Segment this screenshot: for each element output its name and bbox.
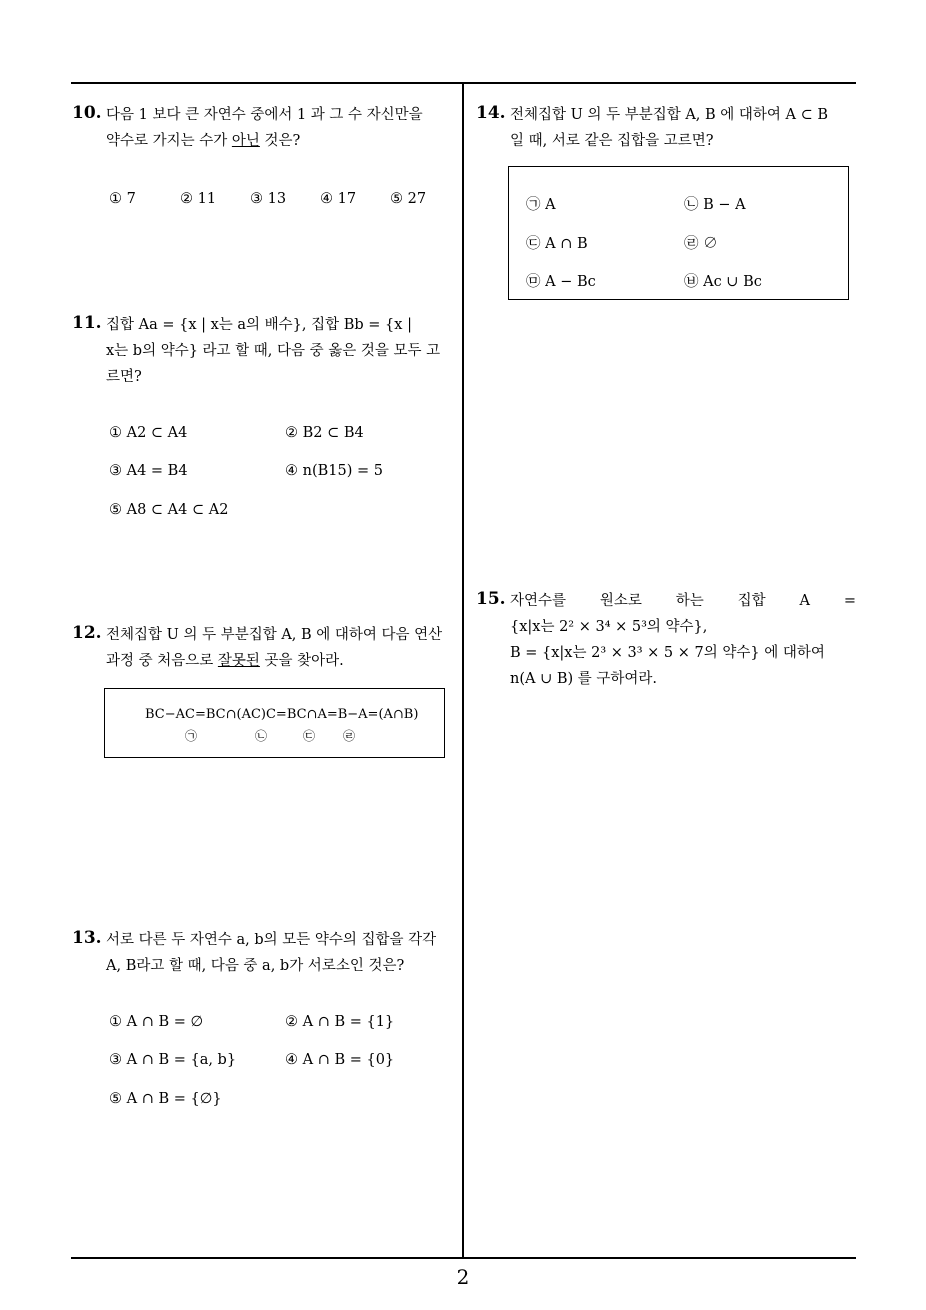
q11-line2: x는 b의 약수} 라고 할 때, 다음 중 옳은 것을 모두 고	[106, 343, 441, 359]
q14-item-4: ㉣ ∅	[684, 236, 718, 252]
q15-number: 15.	[476, 589, 506, 609]
q13-number: 13.	[72, 928, 102, 948]
q11-choice-2[interactable]: ② B2 ⊂ B4	[285, 425, 364, 441]
q14-items-box	[508, 166, 849, 300]
q11-line3: 르면?	[106, 369, 142, 385]
q12-text	[106, 622, 456, 674]
q14-item-3: ㉢ A ∩ B	[526, 236, 588, 252]
q14-item-5: ㉤ A − Bc	[526, 274, 596, 290]
q12-mark-2: ㉡	[255, 729, 268, 743]
q13-choice-3[interactable]: ③ A ∩ B = {a, b}	[109, 1052, 237, 1068]
q10-choice-1[interactable]: ① 7	[109, 191, 136, 207]
q12-expression-box	[104, 688, 445, 758]
page-number: 2	[456, 1265, 470, 1289]
q13-choice-1[interactable]: ① A ∩ B = ∅	[109, 1014, 204, 1030]
q13-line1: 서로 다른 두 자연수 a, b의 모든 약수의 집합을 각각	[106, 932, 437, 948]
q14-number: 14.	[476, 103, 506, 123]
q10-choice-3[interactable]: ③ 13	[250, 191, 287, 207]
q14-line1: 전체집합 U 의 두 부분집합 A, B 에 대하여 A ⊂ B	[510, 107, 829, 123]
q11-number: 11.	[72, 313, 102, 333]
q11-choice-3[interactable]: ③ A4 = B4	[109, 463, 188, 479]
q12-expression: BC−AC=BC∩(AC)C=BC∩A=B−A=(A∩B)	[145, 707, 419, 722]
q13-choice-5[interactable]: ⑤ A ∩ B = {∅}	[109, 1091, 222, 1107]
q10-choice-5[interactable]: ⑤ 27	[390, 191, 427, 207]
q10-line2: 약수로 가지는 수가 아닌 것은?	[106, 133, 301, 149]
q11-line1: 집합 Aa = {x | x는 a의 배수}, 집합 Bb = {x |	[106, 317, 412, 333]
q13-choice-2[interactable]: ② A ∩ B = {1}	[285, 1014, 395, 1030]
q12-mark-4: ㉣	[343, 729, 356, 743]
q15-line2: {x|x는 2² × 3⁴ × 5³의 약수},	[510, 619, 708, 635]
q10-choice-4[interactable]: ④ 17	[320, 191, 357, 207]
q15-text	[510, 588, 856, 692]
q14-item-1: ㉠ A	[526, 197, 556, 213]
q14-line2: 일 때, 서로 같은 집합을 고르면?	[510, 133, 714, 149]
q12-number: 12.	[72, 623, 102, 643]
column-divider	[462, 82, 464, 1259]
q12-line2: 과정 중 처음으로 잘못된 곳을 찾아라.	[106, 653, 344, 669]
q11-choice-5[interactable]: ⑤ A8 ⊂ A4 ⊂ A2	[109, 502, 229, 518]
q13-line2: A, B라고 할 때, 다음 중 a, b가 서로소인 것은?	[106, 958, 405, 974]
q10-number: 10.	[72, 103, 102, 123]
q10-text	[106, 102, 456, 154]
q10-line1: 다음 1 보다 큰 자연수 중에서 1 과 그 수 자신만을	[106, 107, 423, 123]
q12-line1: 전체집합 U 의 두 부분집합 A, B 에 대하여 다음 연산	[106, 627, 443, 643]
q15-line3: B = {x|x는 2³ × 3³ × 5 × 7의 약수} 에 대하여	[510, 645, 825, 661]
q10-choice-2[interactable]: ② 11	[180, 191, 217, 207]
q12-mark-3: ㉢	[303, 729, 316, 743]
q11-text	[106, 312, 456, 390]
q13-text	[106, 927, 456, 979]
q14-item-2: ㉡ B − A	[684, 197, 746, 213]
q13-choice-4[interactable]: ④ A ∩ B = {0}	[285, 1052, 395, 1068]
q15-line1: 자연수를 원소로 하는 집합 A =	[510, 593, 856, 609]
q11-choice-1[interactable]: ① A2 ⊂ A4	[109, 425, 188, 441]
q14-text	[510, 102, 860, 154]
q15-line4: n(A ∪ B) 를 구하여라.	[510, 671, 658, 687]
q11-choice-4[interactable]: ④ n(B15) = 5	[285, 463, 383, 479]
q12-mark-1: ㉠	[185, 729, 198, 743]
q14-item-6: ㉥ Ac ∪ Bc	[684, 274, 762, 290]
